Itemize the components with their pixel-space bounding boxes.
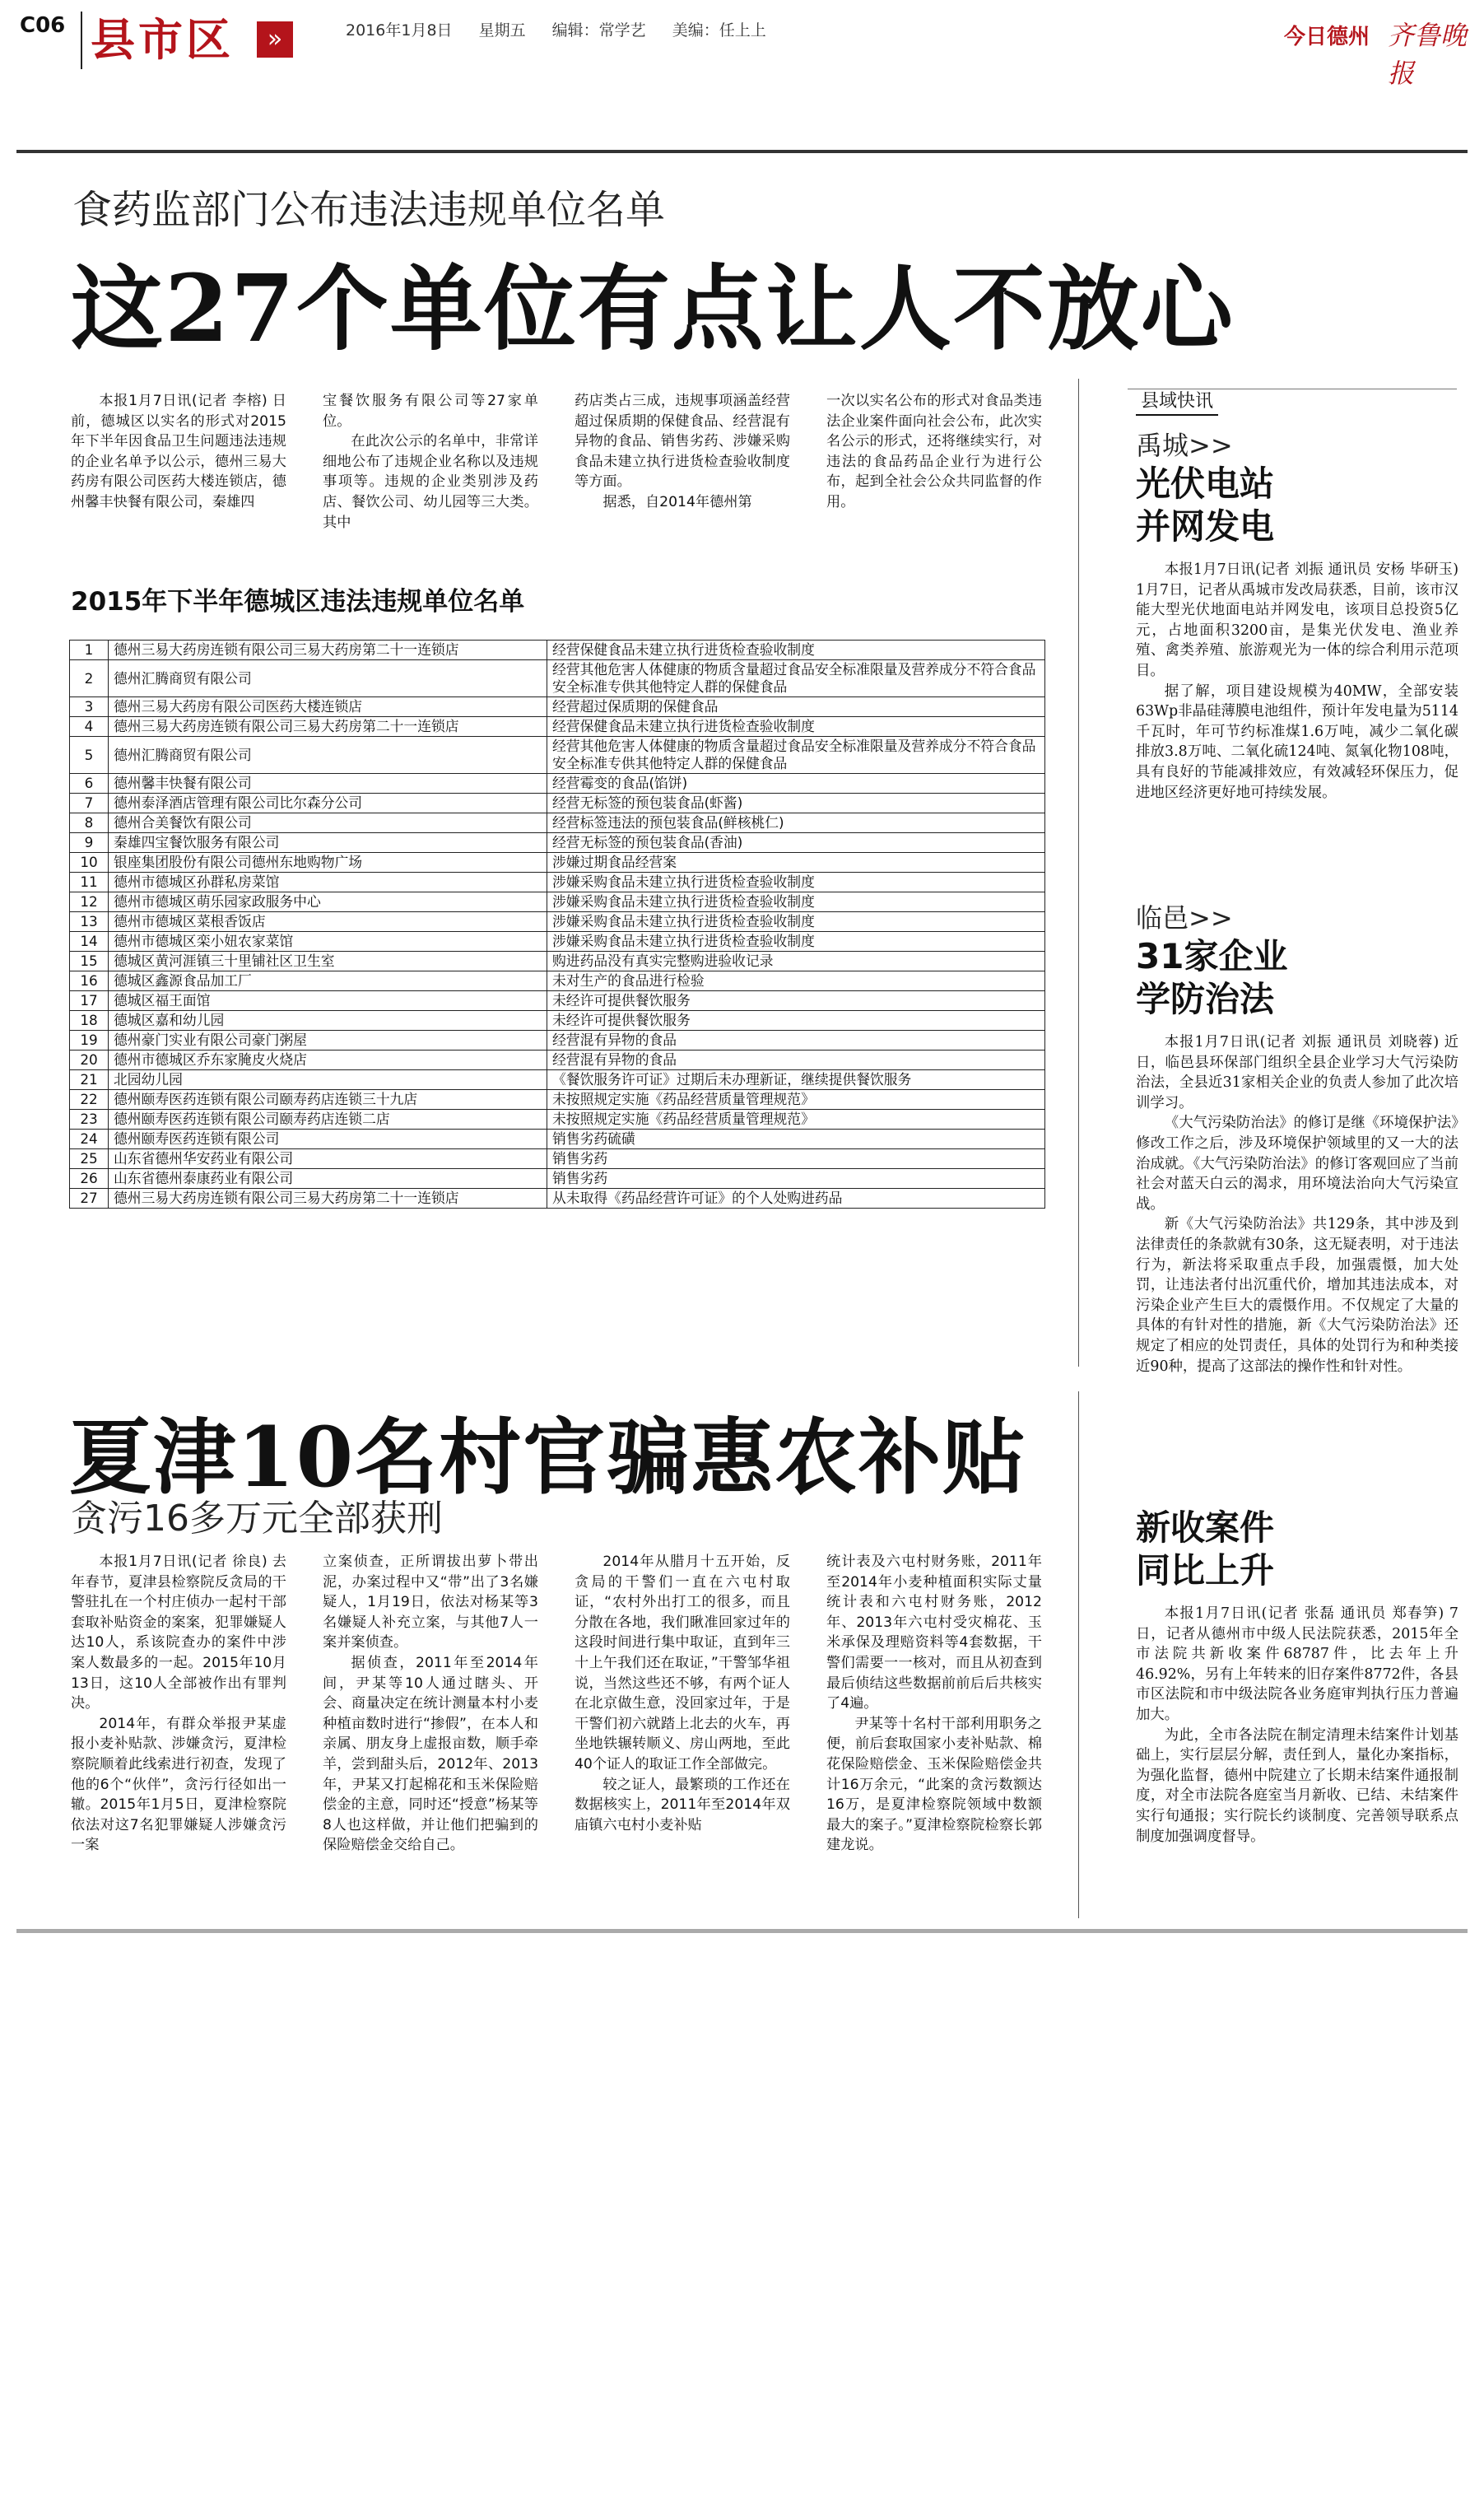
- violation-table: [69, 640, 1045, 1209]
- paragraph: 在此次公示的名单中，非常详细地公布了违规企业名称以及违规事项等。违规的企业类别涉及药店、餐饮公司、幼儿园等三大类。其中: [323, 433, 538, 531]
- row-number: 3: [70, 697, 109, 717]
- table-row: [70, 660, 1045, 697]
- lead-column-3: [575, 391, 790, 513]
- second-column-1: [71, 1552, 286, 1856]
- row-issue: 未按照规定实施《药品经营质量管理规范》: [547, 1110, 1045, 1130]
- table-row: [70, 641, 1045, 660]
- brand-logo: 齐鲁晚报: [1388, 20, 1468, 89]
- top-rule: [16, 150, 1468, 153]
- table-row: [70, 1070, 1045, 1090]
- paragraph: 药店类占三成，违规事项涵盖经营超过保质期的保健食品、经营混有异物的食品、销售劣药、涉嫌采购食品未建立执行进货检查验收制度等方面。: [575, 393, 790, 491]
- row-number: 4: [70, 717, 109, 737]
- row-unit: 德州泰泽酒店管理有限公司比尔森分公司: [109, 794, 547, 813]
- sidebar-tag: 县域快讯: [1136, 387, 1218, 416]
- row-unit: 德州颐寿医药连锁有限公司颐寿药店连锁二店: [109, 1110, 547, 1130]
- paragraph: 一次以实名公布的形式对食品类违法企业案件面向社会公布，此次实名公示的形式，还将继续实行，对违法的食品药品企业行为进行公布，起到全社会公众共同监督的作用。: [826, 393, 1042, 510]
- table-row: [70, 873, 1045, 892]
- row-unit: 秦雄四宝餐饮服务有限公司: [109, 833, 547, 853]
- row-issue: 经营其他危害人体健康的物质含量超过食品安全标准限量及营养成分不符合食品安全标准专供其他特定人群的保健食品: [547, 737, 1045, 774]
- row-issue: 未按照规定实施《药品经营质量管理规范》: [547, 1090, 1045, 1110]
- row-unit: 银座集团股份有限公司德州东地购物广场: [109, 853, 547, 873]
- table-row: [70, 1011, 1045, 1031]
- paragraph: 本报1月7日讯(记者 徐良) 去年春节，夏津县检察院反贪局的干警驻扎在一个村庄侦办一起村干部套取补贴资金的案案，犯罪嫌疑人达10人，系该院查办的案件中涉案人数最多的一起。2015年10月13日，这10人全部被作出有罪判决。: [71, 1554, 286, 1712]
- table-row: [70, 1051, 1045, 1070]
- second-headline: 夏津10名村官骗惠农补贴: [69, 1409, 1027, 1506]
- table-row: [70, 1110, 1045, 1130]
- issue-date: 2016年1月8日: [346, 21, 453, 40]
- sidebar-story-2: [1136, 897, 1458, 1377]
- row-issue: 销售劣药硫磺: [547, 1130, 1045, 1149]
- row-unit: 德州三易大药房连锁有限公司三易大药房第二十一连锁店: [109, 1189, 547, 1209]
- column-divider: [1078, 1391, 1079, 1918]
- row-unit: 德州馨丰快餐有限公司: [109, 774, 547, 794]
- paragraph: 为此，全市各法院在制定清理未结案件计划基础上，实行层层分解，责任到人，量化办案指标，为强化监督，德州中院建立了长期未结案件通报制度，对全市法院各庭室当月新收、已结、未结案件实行旬通报；实行院长约谈制度、完善领导联系点制度加强调度督导。: [1136, 1726, 1458, 1845]
- story-headline-line1: 新收案件: [1136, 1507, 1275, 1548]
- paragraph: 立案侦查，正所谓拔出萝卜带出泥，办案过程中又“带”出了3名嫌疑人，1月19日，依法对杨某等3名嫌疑人补充立案，与其他7人一案并案侦查。: [323, 1554, 538, 1651]
- row-number: 15: [70, 952, 109, 971]
- row-number: 21: [70, 1070, 109, 1090]
- issue-art-editor: 美编：任上上: [672, 21, 766, 40]
- sidebar-story-1: [1136, 425, 1458, 803]
- story-headline-line1: 31家企业: [1136, 936, 1288, 976]
- issue-meta: [346, 18, 788, 40]
- table-row: [70, 853, 1045, 873]
- column-divider: [1078, 379, 1079, 1367]
- paragraph: 本报1月7日讯(记者 刘振 通讯员 安杨 毕研玉) 1月7日，记者从禹城市发改局获悉，目前，该市汉能大型光伏地面电站并网发电，该项目总投资5亿元，占地面积3200亩，是集光伏发电、渔业养殖、禽类养殖、旅游观光为一体的综合利用示范项目。: [1136, 561, 1458, 679]
- second-column-3: [575, 1552, 790, 1835]
- row-number: 18: [70, 1011, 109, 1031]
- row-number: 26: [70, 1169, 109, 1189]
- row-number: 9: [70, 833, 109, 853]
- row-unit: 德州市德城区乔东家腌皮火烧店: [109, 1051, 547, 1070]
- row-issue: 未对生产的食品进行检验: [547, 971, 1045, 991]
- table-row: [70, 1149, 1045, 1169]
- row-issue: 涉嫌过期食品经营案: [547, 853, 1045, 873]
- row-number: 10: [70, 853, 109, 873]
- row-issue: 未经许可提供餐饮服务: [547, 991, 1045, 1011]
- row-issue: 《餐饮服务许可证》过期后未办理新证，继续提供餐饮服务: [547, 1070, 1045, 1090]
- bottom-rule: [16, 1929, 1468, 1933]
- table-row: [70, 991, 1045, 1011]
- paragraph: 本报1月7日讯(记者 张磊 通讯员 郑春笋) 7日，记者从德州市中级人民法院获悉，2015年全市法院共新收案件68787件，比去年上升46.92%，另有上年转来的旧存案件8772件，各县市区法院和市中级法院各业务庭审判执行压力普遍加大。: [1136, 1605, 1458, 1723]
- table-row: [70, 794, 1045, 813]
- table-row: [70, 717, 1045, 737]
- paragraph: 本报1月7日讯(记者 刘振 通讯员 刘晓蓉) 近日，临邑县环保部门组织全县企业学习大气污染防治法，全县近31家相关企业的负责人参加了此次培训学习。: [1136, 1034, 1458, 1111]
- row-issue: 销售劣药: [547, 1169, 1045, 1189]
- row-unit: 德州三易大药房连锁有限公司三易大药房第二十一连锁店: [109, 641, 547, 660]
- table-row: [70, 813, 1045, 833]
- row-issue: 涉嫌采购食品未建立执行进货检查验收制度: [547, 892, 1045, 912]
- row-number: 17: [70, 991, 109, 1011]
- table-row: [70, 952, 1045, 971]
- row-issue: 未经许可提供餐饮服务: [547, 1011, 1045, 1031]
- row-issue: 经营无标签的预包装食品(香油): [547, 833, 1045, 853]
- story-headline-line2: 并网发电: [1136, 506, 1275, 547]
- row-unit: 德州市德城区萌乐园家政服务中心: [109, 892, 547, 912]
- row-number: 20: [70, 1051, 109, 1070]
- row-number: 19: [70, 1031, 109, 1051]
- row-number: 1: [70, 641, 109, 660]
- table-row: [70, 1090, 1045, 1110]
- paragraph: 据悉，自2014年德州第: [602, 493, 752, 510]
- second-subhead: 贪污16多万元全部获刑: [71, 1498, 443, 1540]
- row-unit: 北园幼儿园: [109, 1070, 547, 1090]
- header-divider: [81, 12, 82, 69]
- row-issue: 销售劣药: [547, 1149, 1045, 1169]
- paragraph: 宝餐饮服务有限公司等27家单位。: [323, 393, 538, 430]
- issue-editor: 编辑：常学艺: [551, 21, 646, 40]
- row-issue: 涉嫌采购食品未建立执行进货检查验收制度: [547, 932, 1045, 952]
- row-unit: 德城区鑫源食品加工厂: [109, 971, 547, 991]
- table-row: [70, 971, 1045, 991]
- second-column-4: [826, 1552, 1042, 1856]
- table-row: [70, 833, 1045, 853]
- row-unit: 德州豪门实业有限公司豪门粥屋: [109, 1031, 547, 1051]
- row-unit: 山东省德州华安药业有限公司: [109, 1149, 547, 1169]
- story-body: [1136, 1032, 1458, 1377]
- lead-headline: 这27个单位有点让人不放心: [71, 255, 1235, 363]
- row-issue: 购进药品没有真实完整购进验收记录: [547, 952, 1045, 971]
- lead-kicker: 食药监部门公布违法违规单位名单: [72, 187, 666, 233]
- paragraph: 2014年从腊月十五开始，反贪局的干警们一直在六屯村取证，“农村外出打工的很多，而且分散在各地，我们瞅准回家过年的这段时间进行集中取证，直到年三十上午我们还在取证，”干警邹华祖说，当然这些还不够，有两个证人在北京做生意，没回家过年，于是干警们初六就踏上北去的火车，再坐地铁辗转顺义、房山两地，至此40个证人的取证工作全部做完。: [575, 1554, 790, 1773]
- row-unit: 德城区黄河涯镇三十里铺社区卫生室: [109, 952, 547, 971]
- row-number: 12: [70, 892, 109, 912]
- row-number: 14: [70, 932, 109, 952]
- row-issue: 经营保健食品未建立执行进货检查验收制度: [547, 641, 1045, 660]
- paragraph: 据了解，项目建设规模为40MW，全部安装63Wp非晶硅薄膜电池组件，预计年发电量为5114千瓦时，年可节约标准煤1.6万吨，减少二氧化碳排放3.8万吨、二氧化硫124吨、氮氧化物108吨，具有良好的节能减排效应，有效减轻环保压力，促进地区经济更好地可持续发展。: [1136, 682, 1458, 801]
- paragraph: 本报1月7日讯(记者 李榕) 日前，德城区以实名的形式对2015年下半年因食品卫生问题违法违规的企业名单予以公示，德州三易大药房有限公司医药大楼连锁店，德州馨丰快餐有限公司，秦雄四: [71, 393, 286, 510]
- brand-city: 今日德州: [1284, 25, 1370, 49]
- row-number: 11: [70, 873, 109, 892]
- paragraph: 尹某等十名村干部利用职务之便，前后套取国家小麦补贴款、棉花保险赔偿金、玉米保险赔偿金共计16万余元，“此案的贪污数额达16万，是夏津检察院领域中数额最大的案子。”夏津检察院检察长郭建龙说。: [826, 1715, 1042, 1854]
- row-number: 8: [70, 813, 109, 833]
- row-number: 5: [70, 737, 109, 774]
- row-number: 6: [70, 774, 109, 794]
- paragraph: 较之证人，最繁琐的工作还在数据核实上，2011年至2014年双庙镇六屯村小麦补贴: [575, 1776, 790, 1833]
- table-row: [70, 774, 1045, 794]
- story-headline-line2: 学防治法: [1136, 979, 1275, 1019]
- row-number: 23: [70, 1110, 109, 1130]
- row-number: 22: [70, 1090, 109, 1110]
- row-number: 7: [70, 794, 109, 813]
- row-unit: 德州汇腾商贸有限公司: [109, 660, 547, 697]
- row-issue: 经营霉变的食品(馅饼): [547, 774, 1045, 794]
- table-row: [70, 697, 1045, 717]
- table-row: [70, 1169, 1045, 1189]
- row-number: 2: [70, 660, 109, 697]
- paragraph: 2014年，有群众举报尹某虚报小麦补贴款、涉嫌贪污，夏津检察院顺着此线索进行初查，发现了他的6个“伙伴”，贪污行径如出一辙。2015年1月5日，夏津检察院依法对这7名犯罪嫌疑人涉嫌贪污一案: [71, 1715, 286, 1854]
- row-number: 27: [70, 1189, 109, 1209]
- table-title: 2015年下半年德城区违法违规单位名单: [71, 587, 525, 617]
- table-row: [70, 932, 1045, 952]
- section-arrow-icon: »: [257, 21, 293, 58]
- table-row: [70, 737, 1045, 774]
- row-number: 13: [70, 912, 109, 932]
- row-number: 24: [70, 1130, 109, 1149]
- lead-column-4: [826, 391, 1042, 513]
- row-unit: 德州颐寿医药连锁有限公司颐寿药店连锁三十九店: [109, 1090, 547, 1110]
- second-column-2: [323, 1552, 538, 1856]
- row-unit: 德州三易大药房连锁有限公司三易大药房第二十一连锁店: [109, 717, 547, 737]
- row-issue: 经营混有异物的食品: [547, 1051, 1045, 1070]
- row-unit: 德州市德城区菜根香饭店: [109, 912, 547, 932]
- row-unit: 德州汇腾商贸有限公司: [109, 737, 547, 774]
- row-number: 16: [70, 971, 109, 991]
- row-unit: 山东省德州泰康药业有限公司: [109, 1169, 547, 1189]
- row-unit: 德州市德城区栾小妞农家菜馆: [109, 932, 547, 952]
- row-issue: 涉嫌采购食品未建立执行进货检查验收制度: [547, 873, 1045, 892]
- row-unit: 德州合美餐饮有限公司: [109, 813, 547, 833]
- story-body: [1136, 560, 1458, 803]
- story-headline-line1: 光伏电站: [1136, 464, 1275, 504]
- table-row: [70, 1130, 1045, 1149]
- row-issue: 经营其他危害人体健康的物质含量超过食品安全标准限量及营养成分不符合食品安全标准专供其他特定人群的保健食品: [547, 660, 1045, 697]
- row-number: 25: [70, 1149, 109, 1169]
- issue-weekday: 星期五: [478, 21, 526, 40]
- row-issue: 经营标签违法的预包装食品(鲜核桃仁): [547, 813, 1045, 833]
- row-unit: 德州市德城区孙群私房菜馆: [109, 873, 547, 892]
- row-unit: 德城区福王面馆: [109, 991, 547, 1011]
- row-issue: 涉嫌采购食品未建立执行进货检查验收制度: [547, 912, 1045, 932]
- row-unit: 德城区嘉和幼儿园: [109, 1011, 547, 1031]
- paragraph: 《大气污染防治法》的修订是继《环境保护法》修改工作之后，涉及环境保护领域里的又一大的法治成就。《大气污染防治法》的修订客观回应了当前社会对蓝天白云的渴求，用环境法治向大气污染宣战。: [1136, 1115, 1458, 1213]
- row-issue: 经营混有异物的食品: [547, 1031, 1045, 1051]
- table-row: [70, 1189, 1045, 1209]
- row-unit: 德州三易大药房有限公司医药大楼连锁店: [109, 697, 547, 717]
- table-row: [70, 1031, 1045, 1051]
- story-body: [1136, 1604, 1458, 1847]
- table-row: [70, 892, 1045, 912]
- story-headline-line2: 同比上升: [1136, 1550, 1275, 1591]
- row-issue: 经营超过保质期的保健食品: [547, 697, 1045, 717]
- row-issue: 经营无标签的预包装食品(虾酱): [547, 794, 1045, 813]
- page-number: C06: [20, 13, 66, 38]
- paragraph: 新《大气污染防治法》共129条，其中涉及到法律责任的条款就有30条，这无疑表明，对于违法行为，新法将采取重点手段，加强震慑，加大处罚，让违法者付出沉重代价，增加其违法成本，对污染企业产生巨大的震慑作用。不仅规定了大量的具体的有针对性的措施，新《大气污染防治法》还规定了相应的处罚责任，具体的处罚行为和种类接近90种，提高了这部法的操作性和针对性。: [1136, 1216, 1458, 1375]
- table-row: [70, 912, 1045, 932]
- lead-column-1: [71, 391, 286, 513]
- story-location: 临邑>>: [1136, 902, 1233, 934]
- paragraph: 据侦查，2011年至2014年间，尹某等10人通过瞎头、开会、商量决定在统计测量本村小麦种植亩数时进行“掺假”，在本人和亲属、朋友身上虚报亩数，顺手牵羊，尝到甜头后，2012年、2013年，尹某又打起棉花和玉米保险赔偿金的主意，同时还“授意”杨某等8人也这样做，并让他们把骗到的保险赔偿金交给自己。: [323, 1654, 538, 1854]
- row-unit: 德州颐寿医药连锁有限公司: [109, 1130, 547, 1149]
- story-location: 禹城>>: [1136, 430, 1233, 461]
- sidebar-story-3: [1136, 1507, 1458, 1847]
- row-issue: 经营保健食品未建立执行进货检查验收制度: [547, 717, 1045, 737]
- section-title: 县市区: [91, 13, 234, 66]
- paragraph: 统计表及六屯村财务账，2011年至2014年小麦种植面积实际丈量统计表和六屯村财务账，2012年、2013年六屯村受灾棉花、玉米承保及理赔资料等4套数据，干警们需要一一核对，而且从初查到最后侦结这些数据前前后后共核实了4遍。: [826, 1554, 1042, 1712]
- row-issue: 从未取得《药品经营许可证》的个人处购进药品: [547, 1189, 1045, 1209]
- lead-column-2: [323, 391, 538, 533]
